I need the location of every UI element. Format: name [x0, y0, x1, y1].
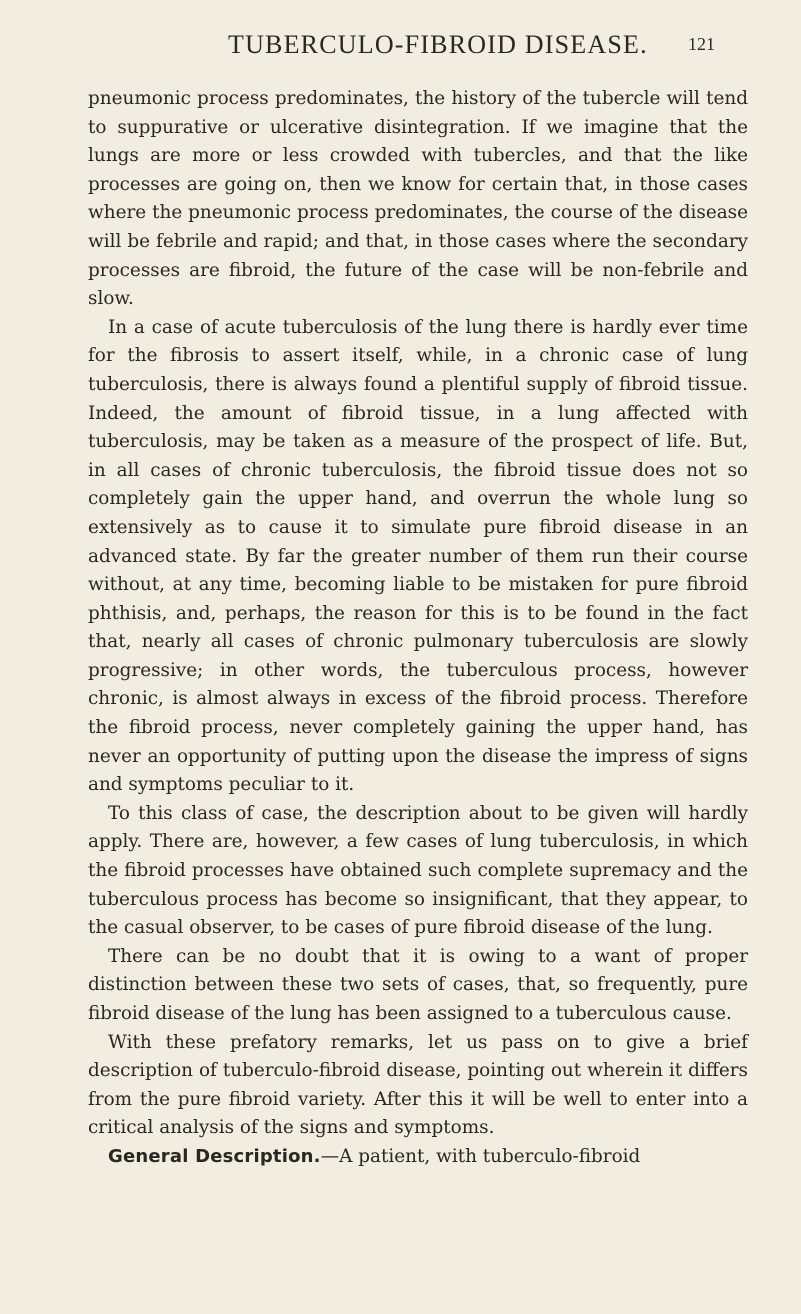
paragraph-2: In a case of acute tuberculosis of the lung there is hardly ever time for the fibrosis to assert itself, while, in a chronic case of lung tuberculosis, there is always found a plentiful supply of fibroid tissue. Indeed, the amount of fibroid tissue, in a lung affected with tuberculosis, may be taken as a measure of the prospect of life. But, in all cases of chronic tuberculosis, the fibroid tissue does not so completely gain the upper hand, and overrun the whole lung so extensively as to cause it to simulate pure fibroid disease in an advanced state. By far the greater number of them run their course without, at any time, becoming liable to be mistaken for pure fibroid phthisis, and, perhaps, the reason for this is to be found in the fact that, nearly all cases of chronic pulmonary tuberculosis are slowly progressive; in other words, the tuberculous process, however chronic, is almost always in excess of the fibroid process. Therefore the fibroid process, never completely gaining the upper hand, has never an opportunity of putting upon the disease the impress of signs and symptoms peculiar to it.: [88, 316, 748, 796]
paragraph-3: To this class of case, the description about to be given will hardly apply. There are, however, a few cases of lung tuberculosis, in which the fibroid processes have obtained such complete supremacy and the tuberculous process has become so insignificant, that they appear, to the casual observer, to be cases of pure fibroid disease of the lung.: [88, 802, 748, 939]
body-text: [88, 85, 748, 1172]
paragraph-1: pneumonic process predominates, the history of the tubercle will tend to suppurative or ulcerative disintegration. If we imagine that the lungs are more or less crowded with tubercles, and that the like processes are going on, then we know for certain that, in those cases where the pneumonic process predominates, the course of the disease will be febrile and rapid; and that, in those cases where the secondary processes are fibroid, the future of the case will be non-febrile and slow.: [88, 88, 748, 310]
paragraph-4: There can be no doubt that it is owing to a want of proper distinction between these two sets of cases, that, so frequently, pure fibroid disease of the lung has been assigned to a tuberculous cause.: [88, 945, 748, 1024]
running-head: [0, 30, 801, 70]
page-number: 121: [688, 34, 715, 54]
section-lead-text: —A patient, with tuberculo-fibroid: [320, 1145, 641, 1167]
running-title: TUBERCULO-FIBROID DISEASE.: [228, 30, 648, 59]
section-heading: General Description.: [108, 1145, 321, 1167]
paragraph-6: [88, 1143, 748, 1172]
paragraph-5: With these prefatory remarks, let us pass on to give a brief description of tuberculo-fibroid disease, pointing out wherein it differs from the pure fibroid variety. After this it will be well to enter into a critical analysis of the signs and symptoms.: [88, 1031, 748, 1139]
